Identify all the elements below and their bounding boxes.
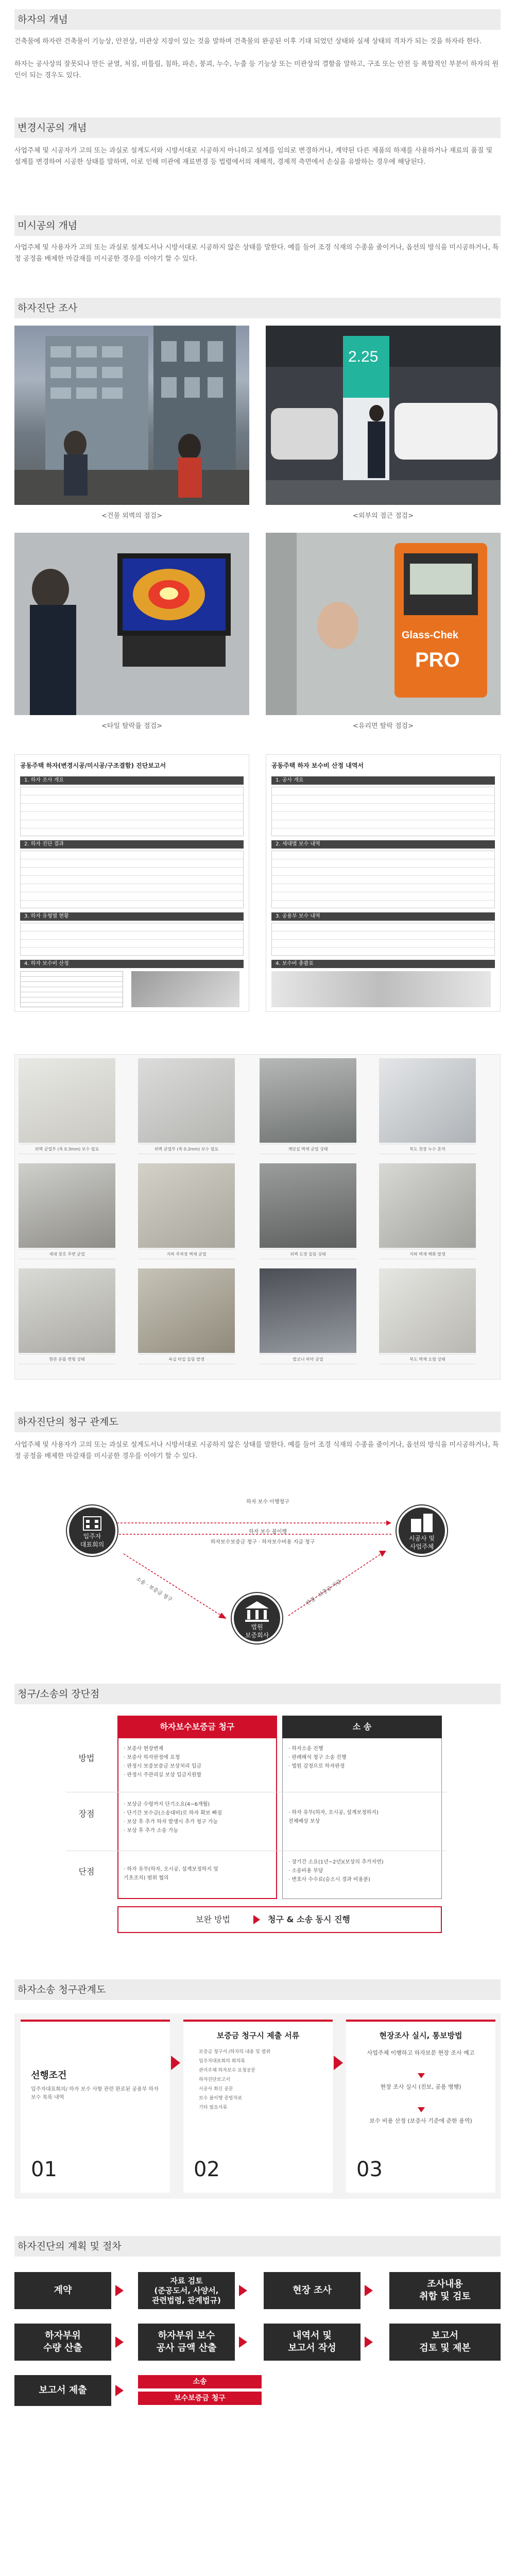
flow-step-3-line-1: 사업주체 이행하고 하자보분 현장 조사 예고 [367, 2049, 475, 2056]
grid-caption-10: 욕실 타일 들뜸 발생 [138, 1354, 235, 1364]
flow-step-3-arrow-2-icon [418, 2107, 425, 2112]
report-right-section-4: 4. 보수비 총괄표 [271, 960, 495, 968]
photo-caption-2: <외부의 점근 점검> [353, 512, 414, 520]
report-right-title: 공동주택 하자 보수비 산정 내역서 [271, 762, 364, 769]
banner-arrow-icon [253, 1915, 260, 1924]
photo-caption-4: <유리면 탈락 점검> [353, 722, 414, 730]
compare-cons-claim: · 하자 유무(하자, 오시공, 설계보정하지 및 기초조치) 범위 협의 [124, 1867, 218, 1881]
edge-label-right: 판결 · 보증금 지급 [305, 1579, 342, 1607]
process-step-writing: 내역서 및 보고서 작성 [264, 2324, 360, 2361]
report-document-right [266, 754, 501, 1012]
grid-photo-10 [138, 1268, 235, 1353]
node-court-label: 법원 보증회사 [245, 1623, 269, 1639]
report-right-section-3: 3. 공용부 보수 내역 [271, 912, 495, 921]
report-left-title: 공동주택 하자(변경시공/미시공/구조결함) 진단보고서 [20, 762, 166, 769]
compare-method-lawsuit: · 하자소송 진행 · 판례해석 청구 소송 진행 · 법원 감정으로 하자판정 [288, 1746, 347, 1769]
section-title-defect-concept: 하자의 개념 [14, 9, 501, 30]
process-step-contract: 계약 [14, 2272, 111, 2309]
flow-step-1-text: 입주자대표회의/ 하자 보수 사항 관련 완료된 공용부 하자보수 목록 내역 [31, 2087, 159, 2100]
grid-photo-1 [19, 1058, 115, 1143]
process-arrow-2-icon [239, 2285, 247, 2296]
grid-photo-11 [260, 1268, 356, 1353]
grid-photo-9 [19, 1268, 115, 1353]
grid-photo-8 [379, 1163, 476, 1248]
process-step-binding: 보고서 검토 및 제본 [389, 2324, 501, 2361]
section-title-inspection: 하자진단 조사 [14, 298, 501, 318]
relation-text: 사업주체 및 사용자가 고의 또는 과실로 설계도서나 시방서대로 시공하지 않은 상태를 말한다. 예를 들어 조경 식재의 수종을 줄이거나, 옵션의 방식을 미시공하거나, 특정 공정을 배제한 마감재를 미시공한 경우를 이야기 할 수 있다. [14, 1441, 499, 1460]
grid-caption-1: 외벽 균열부 (폭 0.3mm) 보수 필요 [19, 1144, 115, 1154]
grid-caption-6: 지하 주차장 벽체 균열 [138, 1249, 235, 1259]
parking-inspection-photo [266, 326, 501, 505]
report-right-table-3 [271, 923, 495, 956]
grid-photo-12 [379, 1268, 476, 1353]
report-left-section-4: 4. 하자 보수비 산정 [20, 960, 244, 968]
device-brand-text: Glass-Chek [402, 630, 459, 641]
report-right-photo-strip [271, 971, 491, 1007]
grid-photo-4 [379, 1058, 476, 1143]
report-left-section-3: 3. 하자 유형별 현황 [20, 912, 244, 921]
process-final-lawsuit: 소송 [138, 2375, 262, 2388]
report-left-chart [20, 971, 123, 1007]
process-arrow-4-icon [115, 2336, 124, 2348]
node-court [232, 1593, 282, 1643]
process-step-review: 자료 검토 (준공도서, 사양서, 관련법령, 관계법규) [138, 2272, 235, 2309]
change-concept-text: 사업주체 및 시공자가 고의 또는 과실로 설계도서와 시방서대로 시공하지 아니하고 설계를 임의로 변경하거나, 계약된 다른 제품의 하재를 사용하거나 재료의 품질 및 설계를 변경하여 시공한 상태를 말하며, 이로 인해 미관에 재료변경 등 법령에서의 재해적, 경제적 측면에서 손실을 유발하는 경우에 해당된다. [14, 147, 493, 166]
section-title-change-concept: 변경시공의 개념 [14, 117, 501, 138]
report-left-photo [131, 971, 239, 1007]
row-label-cons: 단점 [78, 1867, 95, 1876]
tile-inspection-photo [14, 533, 249, 715]
report-left-section-1: 1. 하자 조사 개요 [20, 776, 244, 785]
report-left-table-1 [20, 787, 244, 836]
flow-step-3-arrow-1-icon [418, 2073, 425, 2078]
report-document-left [14, 754, 249, 1012]
grid-photo-2 [138, 1058, 235, 1143]
process-arrow-7-icon [115, 2385, 124, 2396]
process-final-claim: 보수보증금 청구 [138, 2392, 262, 2405]
grid-photo-6 [138, 1163, 235, 1248]
process-step-submit: 보고서 제출 [14, 2375, 111, 2406]
grid-caption-11: 발코니 바닥 균열 [260, 1354, 356, 1364]
process-arrow-6-icon [365, 2336, 373, 2348]
flow-step-2 [183, 2020, 333, 2193]
grid-caption-12: 복도 벽체 오염 상태 [379, 1354, 476, 1364]
compare-pros-claim: · 보상금 수령까지 단기소요(4~6개월) · 단기간 보수금(소송대비)로 하자 확보 빠짐 · 보상 후 추가 하자 발생시 추가 청구 가능 · 보상 후 추가 소송 가능 [124, 1802, 222, 1834]
report-right-section-1: 1. 공사 개요 [271, 776, 495, 785]
missing-concept-text: 사업주체 및 사용자가 고의 또는 과실로 설계도서나 시방서대로 시공하지 않은 상태를 말한다. 예를 들어 조경 식재의 수종을 줄이거나, 옵션의 방식을 미시공하거나, 특정 공정을 배제한 마감재를 미시공한 경우를 이야기 할 수 있다. [14, 244, 499, 263]
section-title-flow: 하자소송 청구관계도 [14, 1979, 501, 2000]
grid-caption-5: 세대 창호 주변 균열 [19, 1249, 115, 1259]
grid-caption-3: 계단실 벽체 균열 상태 [260, 1144, 356, 1154]
device-model-text: PRO [415, 649, 460, 671]
banner-method-label: 보완 방법 [196, 1914, 230, 1924]
process-step-quantity: 하자부위 수량 산출 [14, 2324, 111, 2361]
process-arrow-1-icon [115, 2285, 124, 2296]
grid-caption-9: 현관 문틀 변형 상태 [19, 1354, 115, 1364]
flow-step-2-title: 보증금 청구시 제출 서류 [216, 2031, 300, 2040]
edge-label-left: 소송 · 보증금 청구 [135, 1576, 174, 1603]
compare-pros-lawsuit: · 하자 유무(하자, 오시공, 설계보정하지) 전체배상 보상 [288, 1810, 379, 1824]
report-left-section-2: 2. 하자 진단 결과 [20, 840, 244, 849]
node-residents [67, 1505, 117, 1556]
flow-arrow-2-icon [334, 2056, 343, 2070]
compare-header-claim: 하자보수보증금 청구 [117, 1716, 277, 1738]
report-right-table-1 [271, 787, 495, 836]
flow-step-2-list: 보증금 청구서 /하자의 내용 및 범위 입주자대표회의 회의록 관리주체 하자보수 요청공문 하자진단보고서 시공사 회신 공문 보수 불이행 증빙자료 기타 필요서류 [199, 2049, 271, 2110]
process-arrow-3-icon [365, 2285, 373, 2296]
flow-step-3 [346, 2020, 495, 2193]
flow-step-1-number: 01 [31, 2158, 57, 2181]
flow-step-1 [21, 2020, 170, 2193]
edge-label-top: 하자 보수 이행청구 [246, 1499, 289, 1505]
compare-header-lawsuit: 소 송 [282, 1716, 442, 1738]
grid-photo-3 [260, 1058, 356, 1143]
report-right-section-2: 2. 세대별 보수 내역 [271, 840, 495, 849]
process-step-compile: 조사내용 취합 및 검토 [389, 2272, 501, 2309]
banner-method-value: 청구 & 소송 동시 진행 [268, 1914, 350, 1924]
section-title-missing-concept: 미시공의 개념 [14, 215, 501, 236]
grid-caption-4: 복도 천장 누수 흔적 [379, 1144, 476, 1154]
grid-photo-7 [260, 1163, 356, 1248]
section-title-process: 하자진단의 계획 및 절차 [14, 2236, 501, 2257]
row-label-method: 방법 [78, 1753, 95, 1763]
flow-step-3-title: 현장조사 실시, 통보방법 [379, 2031, 462, 2040]
grid-caption-8: 지하 벽체 백화 발생 [379, 1249, 476, 1259]
compare-table [14, 1716, 501, 1942]
flow-step-3-line-3: 보수 비용 산정 (보증사 기준에 준한 용역) [369, 2117, 472, 2124]
process-arrow-5-icon [239, 2336, 247, 2348]
node-contractor [397, 1505, 447, 1556]
grid-caption-2: 외벽 균열부 (폭 0.2mm) 보수 필요 [138, 1144, 235, 1154]
edge-label-top3: 하자보수보증금 청구 · 하자보수비용 지급 청구 [210, 1539, 315, 1545]
exterior-inspection-photo [14, 326, 249, 505]
grid-photo-5 [19, 1163, 115, 1248]
relation-diagram [46, 1497, 469, 1652]
flow-step-3-line-2: 현장 조사 실시 (진보, 공용 병행) [380, 2083, 461, 2090]
glass-inspection-photo [266, 533, 501, 715]
compare-banner [117, 1906, 442, 1933]
process-step-cost: 하자부위 보수 공사 금액 산출 [138, 2324, 235, 2361]
compare-cons-lawsuit: · 장기간 소요(1년~2년)(보상의 추가지연) · 소송비용 부담 · 변호사 수수료(승소시 경과 비용분) [288, 1859, 384, 1883]
edge-label-top2: 하자 보수 불이행 [249, 1529, 287, 1535]
defect-concept-text: 건축물에 하자란 건축물이 기능상, 안전상, 미관상 지장이 있는 것을 말하며 건축물의 완공된 이후 기대 되었던 상태와 실제 상태의 격차가 되는 것을 하자라 한다. 하자는 공사상의 잘못되나 만든 균열, 처짐, 비틀림, 침하, 파손, 붕괴, 누수, 누출 등 기능상 또는 미관상의 결함을 말하고, 구조 또는 안전 등 복합적인 부분이 하자의 원인이 되는 경우도 있다. [14, 38, 499, 79]
report-right-table-2 [271, 851, 495, 908]
report-left-table-2 [20, 851, 244, 908]
flow-arrow-1-icon [171, 2056, 180, 2070]
svg-text:2.25: 2.25 [348, 348, 379, 365]
report-left-table-3 [20, 923, 244, 956]
flow-step-3-number: 03 [356, 2158, 383, 2181]
section-title-relation: 하자진단의 청구 관계도 [14, 1412, 501, 1432]
node-contractor-label: 시공사 및 사업주체 [408, 1535, 435, 1550]
photo-caption-1: <건물 외벽의 점검> [101, 512, 162, 520]
compare-method-claim: · 보증사 현장변제 · 보증사 하자판정에 요청 · 판정시 보증보증금 보상처리 입금 · 판정시 주관리실 보상 입금지원함 [124, 1746, 202, 1778]
row-label-pros: 장점 [78, 1809, 95, 1819]
flow-step-1-title: 선행조건 [31, 2070, 67, 2081]
photo-caption-3: <타일 탈락률 점검> [101, 722, 162, 730]
section-title-compare: 청구/소송의 장단점 [14, 1684, 501, 1704]
node-residents-label: 입주자 대표회의 [80, 1533, 105, 1548]
grid-caption-7: 외벽 도장 들뜸 상태 [260, 1249, 356, 1259]
flow-step-2-number: 02 [194, 2158, 220, 2181]
process-step-survey: 현장 조사 [264, 2272, 360, 2309]
